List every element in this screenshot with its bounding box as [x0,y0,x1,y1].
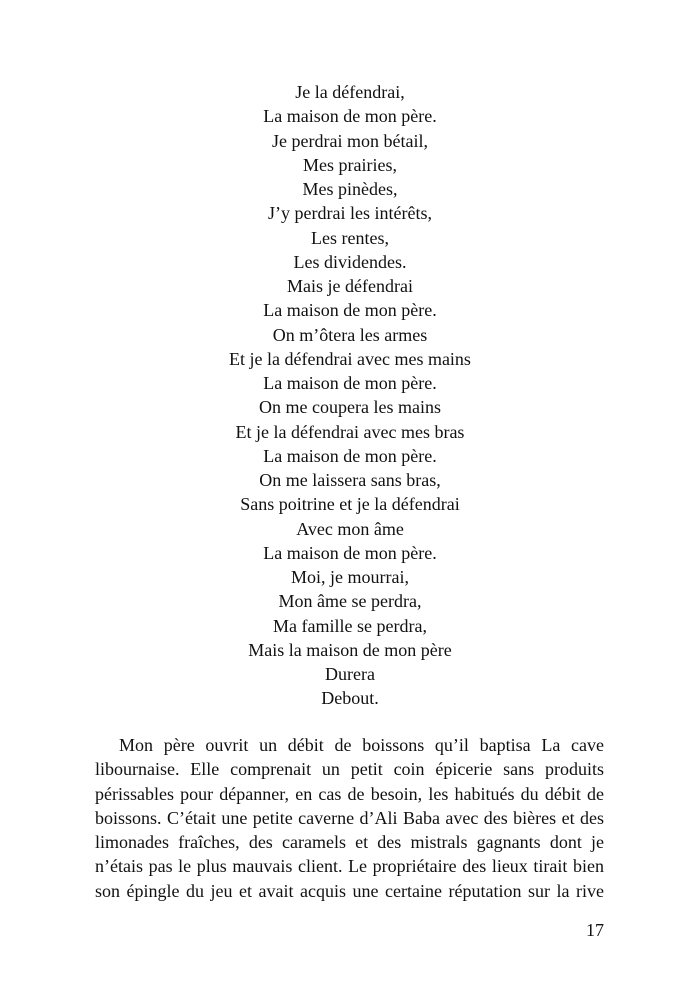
poem-line: Et je la défendrai avec mes bras [235,421,465,442]
poem-line: On m’ôtera les armes [272,324,428,345]
poem-line: Je la défendrai, [295,82,405,102]
poem-line: On me laissera sans bras, [259,470,441,490]
poem-line: Mes prairies, [303,154,397,175]
poem-line: Je perdrai mon bétail, [272,130,428,151]
poem-line: On me coupera les mains [259,397,441,418]
prose-line: libournaise. Elle comprenait un petit coin épicerie sans produits [95,759,604,780]
poem-line: La maison de mon père. [263,373,437,393]
prose-line: limonades fraîches, des caramels et des mistrals gagnants dont je [95,832,604,853]
poem-line: La maison de mon père. [263,106,437,127]
prose-paragraph [95,733,604,903]
poem-line: Durera [325,664,375,684]
poem-line: Ma famille se perdra, [273,615,427,636]
poem-line: Mon âme se perdra, [278,591,422,612]
poem-line: Moi, je mourrai, [291,567,409,587]
poem-line: La maison de mon père. [263,300,437,321]
poem-line: Les dividendes. [293,251,407,272]
poem-stanza [0,80,700,711]
poem-line: Avec mon âme [296,518,404,539]
poem-line: Et je la défendrai avec mes mains [229,348,471,369]
prose-line: n’étais pas le plus mauvais client. Le propriétaire des lieux tirait bien [95,856,604,877]
page-number: 17 [586,920,604,940]
poem-line: Mais la maison de mon père [248,639,452,660]
poem-line: Debout. [321,688,379,709]
poem-line: Mes pinèdes, [302,179,398,199]
poem-line: La maison de mon père. [263,445,437,466]
prose-line: son épingle du jeu et avait acquis une certaine réputation sur la rive [95,880,604,901]
poem-line: Les rentes, [311,227,389,248]
poem-line: La maison de mon père. [263,542,437,563]
prose-line: périssables pour dépanner, en cas de besoin, les habitués du débit de [95,783,604,804]
poem-line: Sans poitrine et je la défendrai [240,494,460,515]
prose-line: boissons. C’était une petite caverne d’Ali Baba avec des bières et des [95,807,604,828]
prose-line: Mon père ouvrit un débit de boissons qu’il baptisa La cave [119,735,604,755]
poem-line: J’y perdrai les intérêts, [268,203,432,224]
poem-line: Mais je défendrai [287,276,413,296]
